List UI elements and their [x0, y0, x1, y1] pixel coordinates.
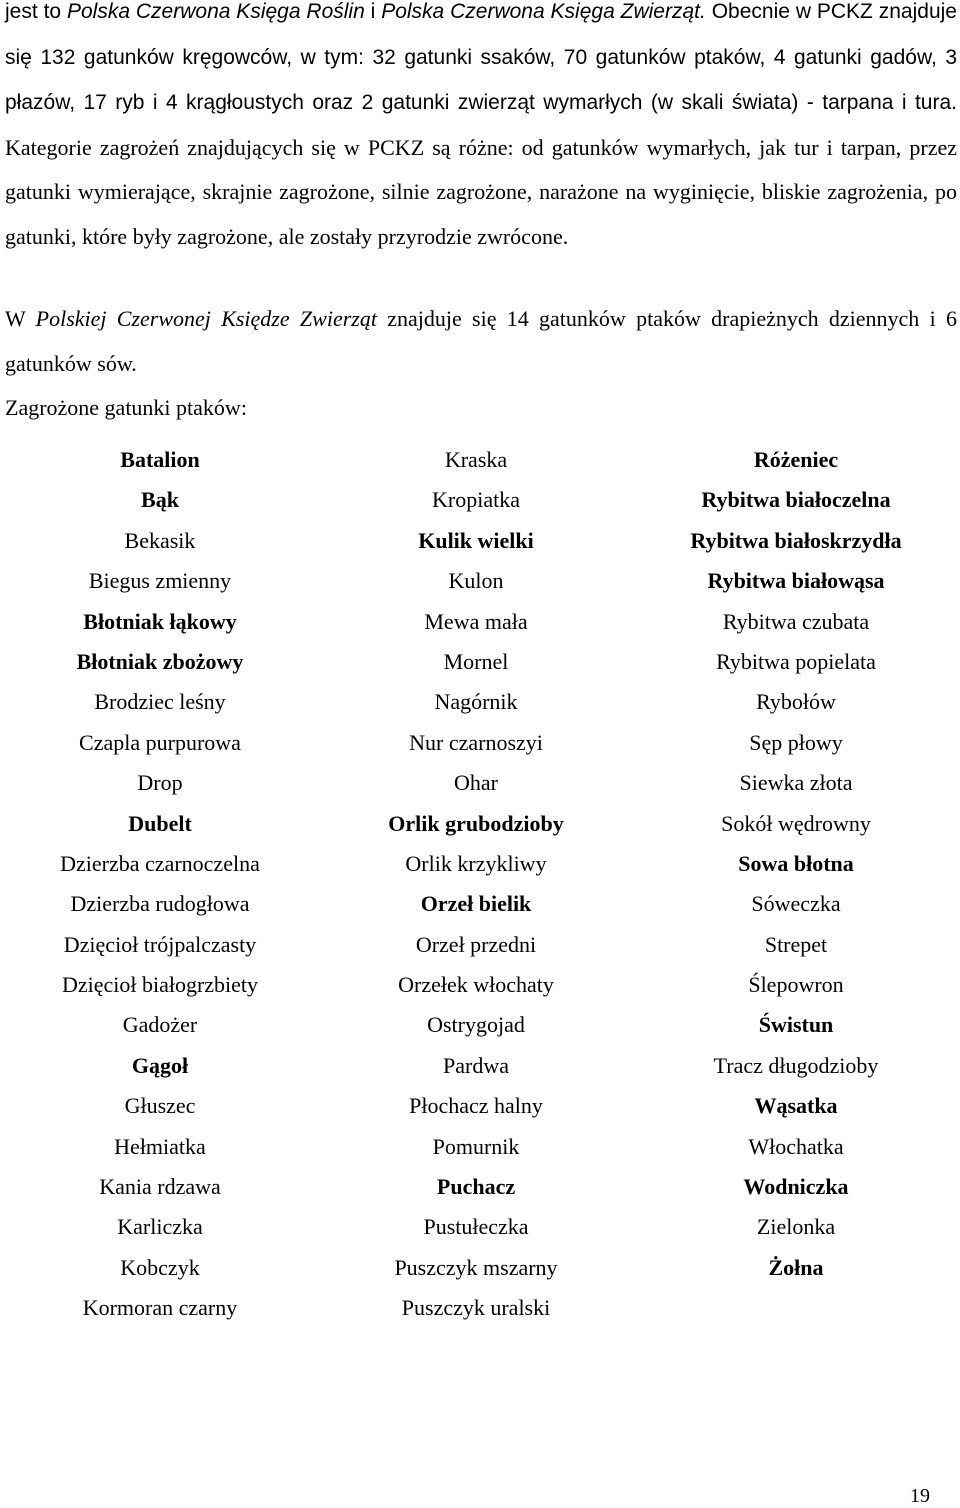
- bird-species-name: Siewka złota: [739, 770, 853, 796]
- bird-species-name: Sokół wędrowny: [721, 810, 871, 836]
- bird-species-name: Rybitwa czubata: [722, 608, 870, 634]
- bird-species-name: Ślepowron: [748, 972, 844, 998]
- bird-species-name: Bąk: [141, 487, 179, 513]
- bird-species-name: Puszczyk mszarny: [394, 1254, 558, 1280]
- bird-species-name: Pustułeczka: [423, 1214, 529, 1240]
- bird-species-name: Kobczyk: [120, 1254, 200, 1280]
- raptors-text-end: znajduje się 14 gatunków ptaków drapieżnych dziennych i 6 gatunków sów.: [5, 306, 957, 376]
- bird-species-name: Orzeł bielik: [420, 891, 532, 917]
- bird-species-name: Karliczka: [117, 1214, 203, 1240]
- book-title-animals: Polska Czerwona Księga Zwierząt.: [381, 0, 706, 23]
- bird-species-name: Kulon: [448, 568, 504, 594]
- bird-species-name: Dzierzba czarnoczelna: [60, 850, 260, 876]
- bird-species-name: Tracz długodzioby: [713, 1052, 879, 1078]
- bird-species-name: Biegus zmienny: [88, 568, 232, 594]
- table-row: [0, 763, 960, 803]
- bird-species-name: Świstun: [758, 1012, 834, 1038]
- bird-species-name: Mewa mała: [424, 608, 528, 634]
- table-row: [0, 642, 960, 682]
- bird-species-name: Ostrygojad: [427, 1012, 525, 1038]
- bird-species-name: Sowa błotna: [738, 850, 854, 876]
- bird-species-name: Płochacz halny: [409, 1093, 543, 1119]
- table-row: [0, 521, 960, 561]
- bird-species-name: Pardwa: [443, 1052, 509, 1078]
- bird-species-name: Czapla purpurowa: [79, 729, 241, 755]
- bird-species-name: Orlik grubodzioby: [388, 810, 564, 836]
- bird-species-name: Wąsatka: [754, 1093, 838, 1119]
- bird-species-name: Sóweczka: [751, 891, 841, 917]
- bird-species-name: Kraska: [444, 447, 508, 472]
- bird-species-name: Głuszec: [124, 1093, 196, 1119]
- bird-species-name: Zielonka: [756, 1214, 836, 1240]
- bird-species-name: Dubelt: [128, 810, 192, 836]
- table-row: [0, 925, 960, 965]
- bird-species-name: Rybitwa białoczelna: [701, 487, 891, 513]
- bird-species-name: Kania rdzawa: [99, 1174, 221, 1200]
- bird-species-name: Żołna: [768, 1254, 824, 1280]
- bird-species-name: Strepet: [764, 931, 828, 957]
- bird-species-name: Błotniak zbożowy: [76, 648, 244, 674]
- table-row: [0, 965, 960, 1005]
- bird-species-name: Rybitwa białowąsa: [707, 568, 885, 594]
- bird-species-name: Różeniec: [753, 447, 839, 472]
- table-row: [0, 1127, 960, 1167]
- table-row: [0, 440, 960, 480]
- bird-species-name: Błotniak łąkowy: [83, 608, 237, 634]
- bird-species-name: Dzierzba rudogłowa: [70, 891, 250, 917]
- bird-species-name: Włochatka: [748, 1133, 844, 1159]
- bird-species-name: Nagórnik: [434, 689, 518, 715]
- bird-species-table: [0, 440, 960, 1329]
- table-row: [0, 804, 960, 844]
- intro-text-conjunction: i: [364, 0, 382, 23]
- bird-species-name: Puchacz: [436, 1174, 516, 1200]
- bird-species-name: Pomurnik: [432, 1133, 520, 1159]
- bird-species-name: Kropiatka: [432, 487, 520, 513]
- intro-text-species-counts: Obecnie w PCKZ znajduje się 132 gatunków kręgowców, w tym: 32 gatunki ssaków, 70 gatunków ptaków, 4 gatunki gadów, 3 płazów, 17 ryb i 4 krągłoustych oraz 2 gatunki zwierząt wymarłych (w skali świata) - tarpana i tura.: [5, 0, 957, 114]
- bird-species-name: Rybołów: [756, 689, 836, 715]
- bird-species-name: Rybitwa białoskrzydła: [690, 527, 902, 553]
- bird-species-name: Orzeł przedni: [415, 931, 537, 957]
- table-row: [0, 561, 960, 601]
- bird-species-name: Wodniczka: [743, 1174, 849, 1200]
- bird-species-name: Dzięcioł białogrzbiety: [61, 972, 259, 998]
- page-number: 19: [910, 1485, 930, 1507]
- intro-text-categories: Kategorie zagrożeń znajdujących się w PCKZ są różne: od gatunków wymarłych, jak tur i tarpan, przez gatunki wymierające, skrajnie zagrożone, silnie zagrożone, narażone na wyginięcie, bliskie zagrożenia, po gatunki, które były zagrożone, ale zostały przyrodzie zwrócone.: [5, 134, 957, 249]
- bird-species-name: Bekasik: [124, 527, 196, 553]
- table-row: [0, 1288, 960, 1328]
- bird-species-name: Kormoran czarny: [82, 1295, 238, 1321]
- table-row: [0, 1248, 960, 1288]
- bird-species-name: Hełmiatka: [114, 1133, 206, 1159]
- book-title-inline: Polskiej Czerwonej Księdze Zwierząt: [35, 306, 377, 331]
- table-row: [0, 1086, 960, 1126]
- intro-text-start: jest to: [5, 0, 67, 23]
- bird-species-name: Sęp płowy: [749, 729, 843, 755]
- bird-species-name: Orlik krzykliwy: [405, 850, 547, 876]
- table-row: [0, 602, 960, 642]
- raptors-text-start: W: [5, 306, 36, 331]
- table-row: [0, 682, 960, 722]
- table-row: [0, 1046, 960, 1086]
- bird-species-name: Gadożer: [122, 1012, 198, 1038]
- bird-species-name: Gągoł: [131, 1052, 189, 1078]
- bird-species-name: Nur czarnoszyi: [409, 729, 543, 755]
- bird-species-name: Orzełek włochaty: [398, 972, 554, 998]
- bird-species-name: Puszczyk uralski: [401, 1295, 551, 1321]
- table-row: [0, 1167, 960, 1207]
- book-title-plants: Polska Czerwona Księga Roślin: [66, 0, 365, 23]
- bird-species-name: Drop: [137, 770, 183, 796]
- empty-cell: [632, 1288, 960, 1328]
- bird-species-name: Ohar: [454, 770, 498, 796]
- bird-species-name: Mornel: [443, 648, 509, 674]
- table-row: [0, 1005, 960, 1045]
- table-row: [0, 723, 960, 763]
- table-row: [0, 480, 960, 520]
- bird-species-name: Brodziec leśny: [94, 689, 226, 715]
- table-row: [0, 844, 960, 884]
- bird-species-name: Dzięcioł trójpalczasty: [63, 931, 257, 957]
- list-heading: Zagrożone gatunki ptaków:: [5, 395, 247, 420]
- bird-species-name: Batalion: [120, 447, 200, 472]
- raptors-paragraph: [5, 297, 957, 386]
- table-row: [0, 1207, 960, 1247]
- bird-species-name: Kulik wielki: [418, 527, 534, 553]
- intro-paragraph: [5, 0, 957, 259]
- table-row: [0, 884, 960, 924]
- bird-species-name: Rybitwa popielata: [716, 648, 876, 674]
